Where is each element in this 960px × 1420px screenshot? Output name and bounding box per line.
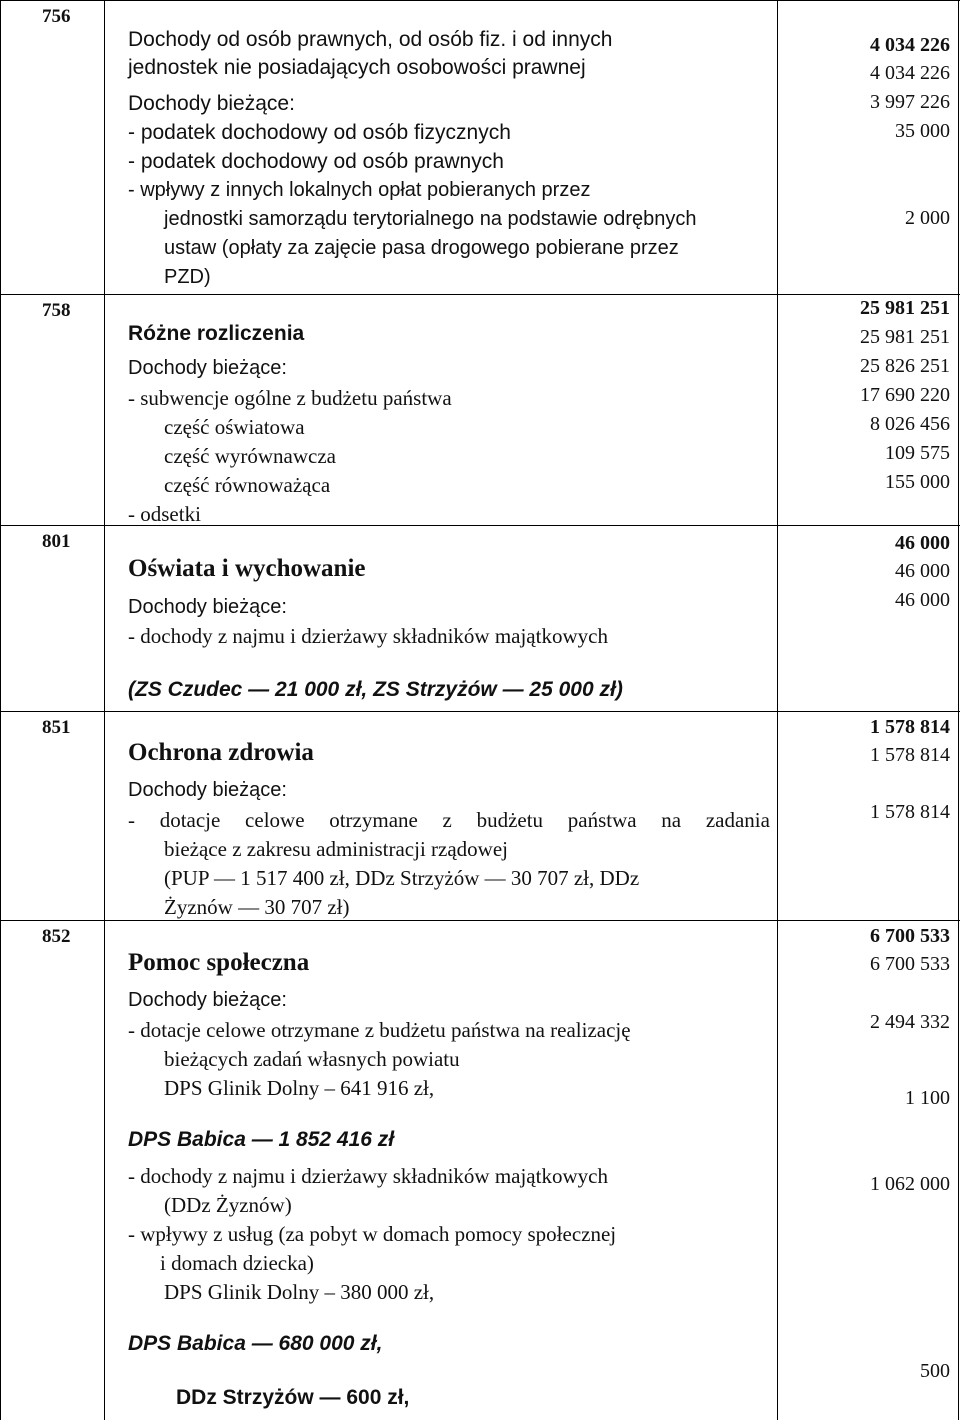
- list-item: ustaw (opłaty za zajęcie pasa drogowego pobierane przez: [164, 237, 679, 259]
- value: 2 000: [905, 207, 950, 229]
- section-title: Dochody od osób prawnych, od osób fiz. i od innych: [128, 28, 613, 51]
- value: 25 981 251: [860, 326, 950, 348]
- list-item: - podatek dochodowy od osób prawnych: [128, 150, 504, 173]
- value: 1 578 814: [870, 744, 950, 766]
- list-item: jednostki samorządu terytorialnego na podstawie odrębnych: [164, 208, 697, 230]
- section-title: Oświata i wychowanie: [128, 555, 366, 582]
- list-item: - odsetki: [128, 502, 201, 526]
- section-number: 801: [42, 531, 71, 552]
- list-item: Dochody bieżące:: [128, 357, 287, 379]
- section-number: 756: [42, 6, 71, 27]
- value: 1 062 000: [870, 1173, 950, 1195]
- row-divider: [0, 711, 960, 712]
- list-item: część wyrównawcza: [164, 444, 336, 468]
- list-item: - subwencje ogólne z budżetu państwa: [128, 386, 452, 410]
- value: 4 034 226: [870, 34, 950, 56]
- section-title: Różne rozliczenia: [128, 322, 305, 345]
- value: 1 100: [905, 1087, 950, 1109]
- value: 8 026 456: [870, 413, 950, 435]
- list-item: DPS Babica — 1 852 416 zł: [128, 1128, 395, 1151]
- list-item: Dochody bieżące:: [128, 596, 287, 618]
- list-item: bieżących zadań własnych powiatu: [164, 1047, 460, 1071]
- value: 6 700 533: [870, 925, 950, 947]
- value: 3 997 226: [870, 91, 950, 113]
- list-item: PZD): [164, 266, 211, 288]
- list-item: część oświatowa: [164, 415, 305, 439]
- list-item: i domach dziecka): [160, 1251, 314, 1275]
- row-divider: [0, 294, 960, 295]
- list-item: Dochody bieżące:: [128, 989, 287, 1011]
- list-item: Żyznów — 30 707 zł): [164, 895, 350, 919]
- value: 46 000: [895, 560, 950, 582]
- list-item: - dotacje celowe otrzymane z budżetu państwa na realizację: [128, 1018, 631, 1042]
- value: 17 690 220: [860, 384, 950, 406]
- list-item: - podatek dochodowy od osób fizycznych: [128, 121, 511, 144]
- value: 2 494 332: [870, 1011, 950, 1033]
- section-number: 852: [42, 926, 71, 947]
- list-item: - wpływy z innych lokalnych opłat pobieranych przez: [128, 179, 591, 201]
- list-item: DPS Glinik Dolny – 641 916 zł,: [164, 1076, 435, 1100]
- value: 109 575: [885, 442, 950, 464]
- section-number: 851: [42, 717, 71, 738]
- list-item: (PUP — 1 517 400 zł, DDz Strzyżów — 30 707 zł, DDz: [164, 866, 640, 890]
- list-item: DDz Strzyżów — 600 zł,: [176, 1386, 410, 1409]
- section-title: Pomoc społeczna: [128, 949, 310, 976]
- list-item: Dochody bieżące:: [128, 779, 287, 801]
- list-item: DPS Glinik Dolny – 380 000 zł,: [164, 1280, 435, 1304]
- section-title: jednostek nie posiadających osobowości prawnej: [128, 56, 586, 79]
- table-border-left: [0, 0, 1, 1420]
- value: 46 000: [895, 589, 950, 611]
- list-item: Dochody bieżące:: [128, 92, 295, 115]
- list-item: - dotacje celowe otrzymane z budżetu państwa na zadania: [128, 808, 770, 832]
- column-divider-1: [104, 0, 105, 1420]
- list-item: bieżące z zakresu administracji rządowej: [164, 837, 508, 861]
- value: 500: [920, 1360, 950, 1382]
- value: 1 578 814: [870, 801, 950, 823]
- section-title: Ochrona zdrowia: [128, 739, 314, 766]
- table-border-right: [958, 0, 959, 1420]
- list-item: - dochody z najmu i dzierżawy składników majątkowych: [128, 624, 608, 648]
- section-note: (ZS Czudec — 21 000 zł, ZS Strzyżów — 25 000 zł): [128, 678, 623, 701]
- value: 25 826 251: [860, 355, 950, 377]
- list-item: - wpływy z usług (za pobyt w domach pomocy społecznej: [128, 1222, 617, 1246]
- value: 1 578 814: [870, 716, 950, 738]
- list-item: DPS Babica — 680 000 zł,: [128, 1332, 383, 1355]
- list-item: część równoważąca: [164, 473, 331, 497]
- value: 155 000: [885, 471, 950, 493]
- list-item: - dochody z najmu i dzierżawy składników majątkowych: [128, 1164, 608, 1188]
- list-item: (DDz Żyznów): [164, 1193, 292, 1217]
- value: 35 000: [895, 120, 950, 142]
- column-divider-2: [777, 0, 778, 1420]
- value: 25 981 251: [860, 297, 950, 319]
- value: 6 700 533: [870, 953, 950, 975]
- value: 4 034 226: [870, 62, 950, 84]
- section-number: 758: [42, 300, 71, 321]
- value: 46 000: [895, 532, 950, 554]
- row-divider: [0, 920, 960, 921]
- table-border-top: [0, 0, 960, 1]
